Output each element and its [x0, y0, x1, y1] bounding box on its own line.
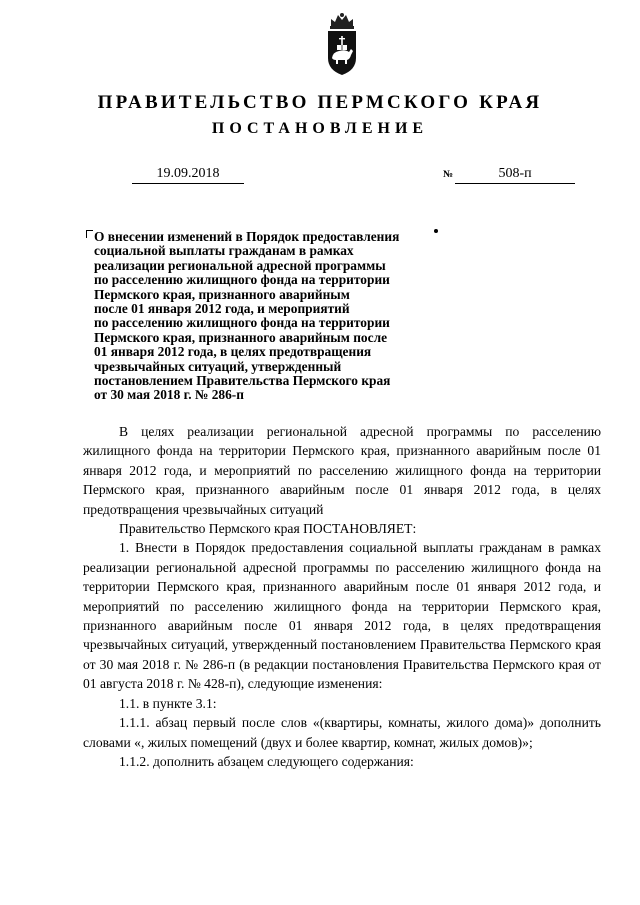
body-paragraph-preamble: В целях реализации региональной адресной программы по расселению жилищного фонда на территории Пермского края, признанного аварийным после 01 января 2012 года, и мероприятий по расселению жилищного фонда на территории Пермского края, признанного аварийным после 01 января 2012 года, в целях предотвращения чрезвычайных ситуаций — [83, 424, 601, 517]
government-title: ПРАВИТЕЛЬСТВО ПЕРМСКОГО КРАЯ — [97, 92, 543, 113]
body-paragraph-resolves: Правительство Пермского края ПОСТАНОВЛЯЕТ: — [119, 521, 417, 537]
subject-line: Пермского края, признанного аварийным после — [94, 329, 388, 345]
document-type: ПОСТАНОВЛЕНИЕ — [211, 120, 429, 137]
document-body — [83, 422, 601, 771]
subject-line: О внесении изменений в Порядок предоставления — [94, 229, 400, 244]
document-number — [443, 165, 575, 184]
subject-line: по расселению жилищного фонда на территории — [94, 315, 390, 331]
subject-line: постановлением Правительства Пермского края — [94, 373, 391, 389]
body-paragraph-item-1-1-2: 1.1.2. дополнить абзацем следующего содержания: — [119, 753, 414, 769]
subject-line: после 01 января 2012 года, и мероприятий — [94, 301, 350, 317]
number-sign: № — [443, 169, 454, 180]
subject-corner-mark — [86, 230, 93, 238]
subject-line: от 30 мая 2018 г. № 286-п — [94, 387, 244, 403]
subject-line: 01 января 2012 года, в целях предотвращения — [94, 344, 372, 360]
body-paragraph-item-1-1: 1.1. в пункте 3.1: — [119, 695, 217, 711]
body-paragraph-item-1-1-1: 1.1.1. абзац первый после слов «(квартиры, комнаты, жилого дома)» дополнить словами «, жилых помещений (двух и более квартир, комнат, жилых домов)»; — [83, 715, 601, 750]
document-date: 19.09.2018 — [132, 165, 244, 184]
number-value: 508-п — [455, 165, 575, 184]
document-subject — [94, 230, 454, 403]
perm-krai-coat-of-arms-icon — [322, 12, 362, 78]
subject-line: чрезвычайных ситуаций, утвержденный — [94, 358, 342, 374]
subject-line: Пермского края, признанного аварийным — [94, 286, 350, 302]
subject-line: социальной выплаты гражданам в рамках — [94, 243, 354, 259]
subject-line: по расселению жилищного фонда на территории — [94, 272, 390, 288]
body-paragraph-item-1: 1. Внести в Порядок предоставления социальной выплаты гражданам в рамках реализации региональной адресной программы по расселению жилищного фонда на территории Пермского края, признанного аварийным после 01 января 2012 года, и мероприятий по расселению жилищного фонда на территории Пермского края, признанного аварийным после 01 января 2012 года, в целях предотвращения чрезвычайных ситуаций, утвержденный постановлением Правительства Пермского края от 30 мая 2018 г. № 286-п (в редакции постановления Правительства Пермского края от 01 августа 2018 г. № 428-п), следующие изменения: — [83, 540, 601, 692]
subject-line: реализации региональной адресной программы — [94, 257, 386, 273]
